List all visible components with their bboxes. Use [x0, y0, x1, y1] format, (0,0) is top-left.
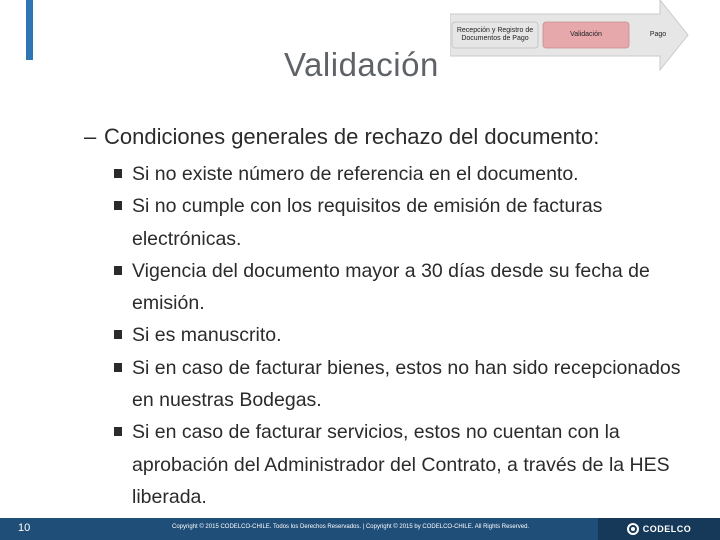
content-heading	[84, 120, 704, 154]
footer-bar	[0, 518, 720, 540]
square-bullet-icon	[114, 201, 122, 210]
bullet-item	[114, 190, 687, 255]
bullet-item	[114, 352, 687, 417]
codelco-logo	[598, 518, 720, 540]
copyright-text: Copyright © 2015 CODELCO-CHILE. Todos los Derechos Reservados. | Copyright © 2015 by CODELCO-CHILE. All Rights Reserved.	[172, 524, 530, 530]
bullet-text: Si es manuscrito.	[132, 324, 282, 347]
accent-bar	[26, 0, 33, 60]
square-bullet-icon	[114, 169, 122, 178]
square-bullet-icon	[114, 363, 122, 372]
bullet-item	[114, 158, 687, 190]
bullet-item	[114, 416, 687, 513]
bullet-text: Si en caso de facturar bienes, estos no han sido recepcionados en nuestras Bodegas.	[132, 356, 681, 412]
square-bullet-icon	[114, 330, 122, 339]
bullet-text: Vigencia del documento mayor a 30 días desde su fecha de emisión.	[132, 259, 650, 315]
page-number: 10	[18, 522, 31, 534]
square-bullet-icon	[114, 427, 122, 436]
process-step-validacion: Validación	[570, 31, 602, 38]
process-diagram	[450, 0, 690, 72]
bullet-text: Si no existe número de referencia en el documento.	[132, 163, 579, 185]
dash-bullet: –	[84, 124, 97, 149]
bullet-item	[114, 319, 687, 351]
bullet-item	[114, 255, 687, 320]
bullet-text: Si en caso de facturar servicios, estos no cuentan con la aprobación del Administrador del Contrato, a través de la HES liberada.	[132, 421, 670, 508]
bullet-text: Si no cumple con los requisitos de emisión de facturas electrónicas.	[132, 195, 603, 250]
slide-content	[84, 120, 704, 513]
process-step-recepcion: Recepción y Registro de Documentos de Pago	[456, 27, 534, 42]
codelco-logo-icon	[627, 523, 639, 535]
square-bullet-icon	[114, 266, 122, 275]
process-step-pago: Pago	[649, 31, 667, 38]
slide-title: Validación	[284, 46, 439, 83]
logo-text: CODELCO	[642, 524, 692, 534]
bullet-list	[84, 158, 704, 513]
heading-text: Condiciones generales de rechazo del documento:	[104, 124, 600, 149]
